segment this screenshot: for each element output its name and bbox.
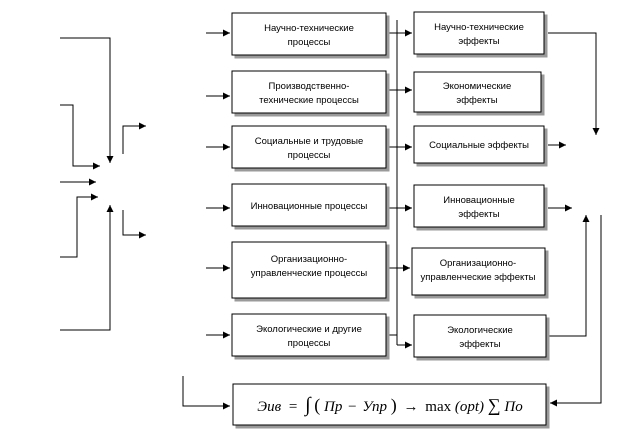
formula-term1: Пр: [324, 399, 343, 415]
effect-box-1-line-2: эффекты: [458, 36, 500, 47]
output-line-6: [548, 215, 586, 336]
integral-symbol: ∫: [305, 394, 311, 416]
process-box-2-line-1: Производственно-: [268, 81, 350, 92]
effect-box-6: [414, 315, 546, 357]
effect-box-4: [414, 185, 544, 227]
process-effect-bus: [386, 20, 412, 345]
effect-box-5: [412, 248, 545, 295]
effect-box-6-line-2: эффекты: [459, 339, 501, 350]
process-boxes: [232, 13, 386, 356]
formula-minus: −: [348, 399, 357, 415]
effect-box-1-line-1: Научно-технические: [434, 22, 524, 33]
effect-box-3: [414, 126, 544, 163]
process-box-2: [232, 71, 386, 113]
effect-box-1: [414, 12, 544, 54]
process-box-4: [232, 184, 386, 226]
to-formula-line: [550, 215, 601, 403]
effect-box-4-line-2: эффекты: [458, 209, 500, 220]
formula-term3: По: [504, 399, 523, 415]
effect-box-5-line-1: Организационно-: [439, 258, 517, 269]
process-box-6: [232, 314, 386, 356]
branch-up-arrow: [123, 126, 146, 154]
formula-opt: (opt): [454, 399, 485, 415]
input-lines: [60, 38, 146, 330]
effect-box-2-line-1: Экономические: [442, 81, 512, 92]
formula-max: max: [425, 399, 452, 415]
input-line-4: [60, 197, 98, 257]
process-box-2-line-2: технические процессы: [259, 95, 359, 106]
from-left-to-formula-line: [183, 376, 230, 406]
effect-box-2-line-2: эффекты: [456, 95, 498, 106]
effect-box-5-line-2: управленческие эффекты: [420, 272, 536, 283]
process-box-1: [232, 13, 386, 55]
process-box-3: [232, 126, 386, 168]
formula-equals: =: [288, 399, 298, 415]
process-box-5-line-1: Организационно-: [270, 254, 348, 265]
effect-box-2: [414, 72, 541, 112]
sum-symbol: ∑: [487, 395, 501, 415]
process-box-1-line-1: Научно-технические: [264, 23, 354, 34]
formula-arrow: →: [403, 399, 419, 415]
output-line-1: [548, 33, 596, 135]
process-box-3-line-1: Социальные и трудовые: [254, 136, 364, 147]
formula-open-paren: (: [314, 395, 321, 415]
effect-boxes: [412, 12, 546, 357]
process-box-6-line-1: Экологические и другие: [256, 324, 362, 335]
process-box-6-line-2: процессы: [287, 338, 331, 349]
effect-box-4-line-1: Инновационные: [443, 195, 515, 206]
input-line-1: [60, 38, 110, 163]
formula-term2: Упр: [362, 399, 388, 415]
effect-box-3-line-1: Социальные эффекты: [429, 140, 529, 151]
input-line-2: [60, 105, 100, 166]
process-box-5-line-2: управленческие процессы: [250, 268, 368, 279]
process-box-1-line-2: процессы: [287, 37, 331, 48]
effect-box-6-line-1: Экологические: [447, 325, 513, 336]
formula-lhs: Эив: [257, 399, 282, 415]
process-input-arrows: [206, 33, 230, 335]
process-box-3-line-2: процессы: [287, 150, 331, 161]
branch-down-arrow: [123, 210, 146, 235]
process-box-4-line-1: Инновационные процессы: [250, 201, 368, 212]
process-box-5: [232, 242, 386, 298]
formula-close-paren: ): [390, 395, 397, 415]
input-line-5: [60, 205, 110, 330]
